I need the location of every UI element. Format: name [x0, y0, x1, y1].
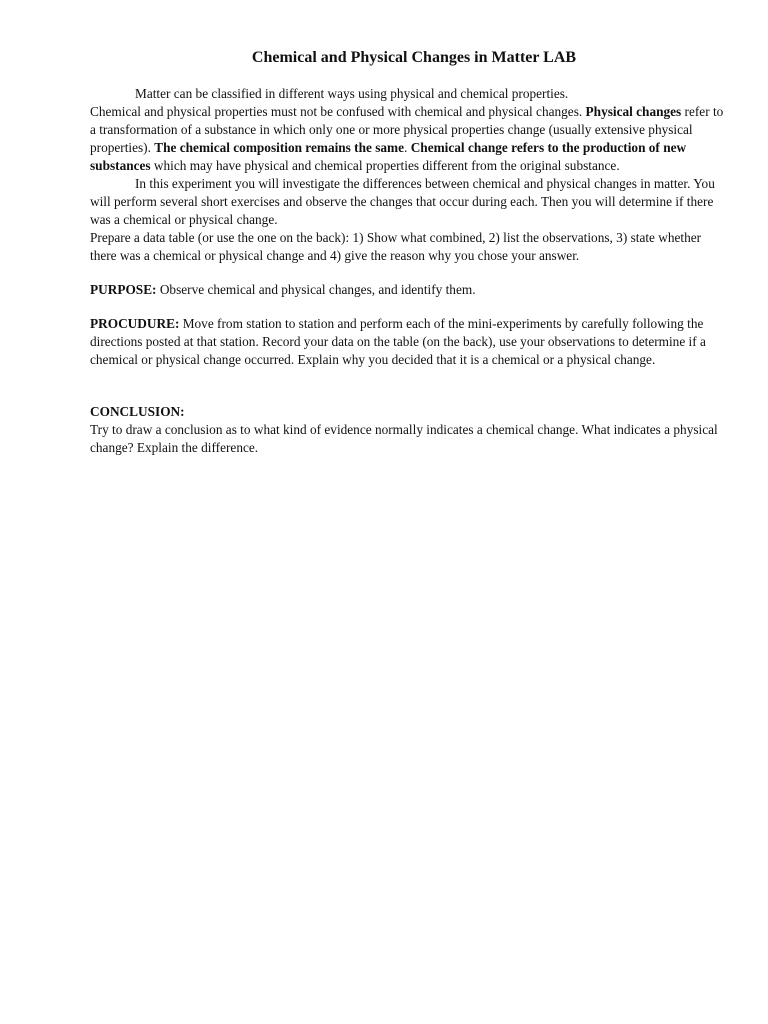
- intro-paragraph-4: Prepare a data table (or use the one on the back): 1) Show what combined, 2) list the observations, 3) state whether there was a chemical or physical change and 4) give the reason why you chose your answer.: [90, 230, 702, 263]
- spacer: [90, 369, 726, 403]
- document-body: [90, 85, 726, 457]
- bold-term-physical-changes: Physical changes: [585, 104, 682, 119]
- spacer: [90, 265, 726, 281]
- intro-paragraph-3: In this experiment you will investigate the differences between chemical and physical changes in matter. You will perform several short exercises and observe the changes that occur during each. Then you will determine if there was a chemical or physical change.: [90, 176, 715, 227]
- procedure-text: Move from station to station and perform each of the mini-experiments by carefully following the directions posted at that station. Record your data on the table (on the back), use your observations to determine if a chemical or physical change occurred. Explain why you decided that it is a chemical or a physical change.: [90, 316, 706, 367]
- conclusion-label-line: [90, 403, 726, 421]
- conclusion-text: Try to draw a conclusion as to what kind of evidence normally indicates a chemical change. What indicates a physical change? Explain the difference.: [90, 422, 718, 455]
- conclusion-label: CONCLUSION:: [90, 404, 185, 419]
- intro-text: which may have physical and chemical properties different from the original substance.: [150, 158, 620, 173]
- purpose-section: [90, 281, 726, 299]
- intro-text: Chemical and physical properties must not be confused with chemical and physical changes.: [90, 104, 586, 119]
- procedure-label: PROCUDURE:: [90, 316, 180, 331]
- bold-term-chemical-change: Chemical change refers to the production of new substances: [90, 140, 687, 173]
- intro-paragraph-1: Matter can be classified in different ways using physical and chemical properties.: [135, 86, 569, 101]
- purpose-text: Observe chemical and physical changes, and identify them.: [156, 282, 476, 297]
- spacer: [90, 299, 726, 315]
- purpose-label: PURPOSE:: [90, 282, 157, 297]
- intro-paragraph-2: [90, 103, 726, 175]
- bold-statement-composition: The chemical composition remains the same: [154, 140, 405, 155]
- intro-text: .: [404, 140, 411, 155]
- procedure-section: [90, 315, 726, 369]
- page-title: Chemical and Physical Changes in Matter LAB: [251, 49, 577, 66]
- intro-text: refer to a transformation of a substance in which only one or more physical properties change (usually extensive physical properties).: [90, 104, 724, 155]
